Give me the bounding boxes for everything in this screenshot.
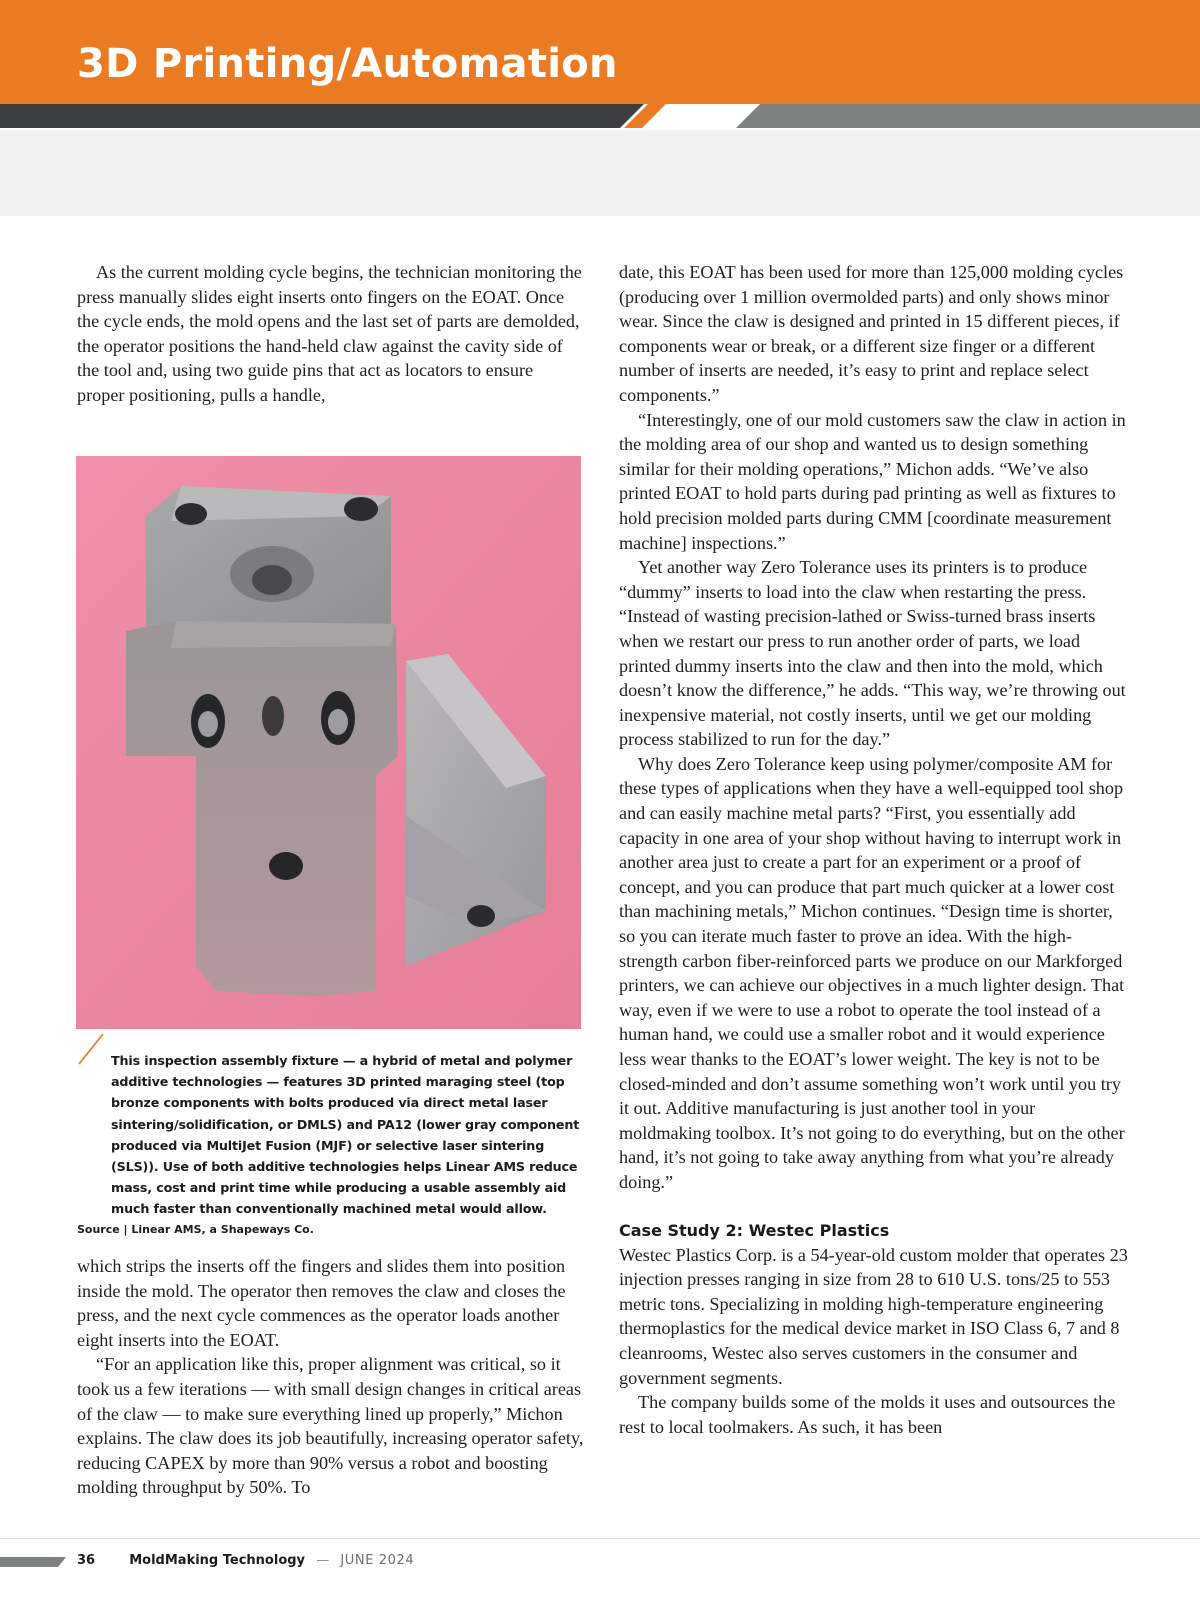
left-column-top xyxy=(77,260,585,408)
footer-rule xyxy=(0,1538,1200,1539)
paragraph: Westec Plastics Corp. is a 54-year-old custom molder that operates 23 injection presses ranging in size from 28 to 610 U.S. tons/25 to 553 metric tons. Specializing in molding high-temperature engineering thermoplastics for the medical device market in ISO Class 6, 7 and 8 cleanrooms, Westec also serves customers in the consumer and government segments. xyxy=(619,1244,1128,1388)
paragraph: Why does Zero Tolerance keep using polymer/composite AM for these types of applications when they have a well-equipped tool shop and can easily machine metal parts? “First, you essentially add capacity in one area of your shop without having to interrupt work in another area just to create a part for an experiment or a proof of concept, and you can produce that part much quicker at a lower cost than machining metals,” Michon continues. “Design time is shorter, so you can iterate much faster to prove an idea. With the high-strength carbon fiber-reinforced parts we produce on our Markforged printers, we can achieve our objectives in a much lighter design. That way, even if we were to use a robot to operate the tool instead of a human hand, we could use a smaller robot and it would experience less wear thanks to the EOAT’s lower weight. The key is not to be closed-minded and don’t assume something won’t work until you try it out. Additive manufacturing is just another tool in your moldmaking toolbox. It’s not going to do everything, but on the other hand, it’s not going to take away anything from what you’re already doing.” xyxy=(619,753,1125,1192)
issue-date: JUNE 2024 xyxy=(340,1553,415,1568)
footer-bar xyxy=(0,1557,70,1567)
lower-bolt-hole xyxy=(269,852,303,880)
case-study-heading: Case Study 2: Westec Plastics xyxy=(619,1220,890,1240)
metal-front-shoulder xyxy=(171,621,396,648)
paragraph: Yet another way Zero Tolerance uses its printers is to produce “dummy” inserts to load into the claw when restarting the press. “Instead of wasting precision-lathed or Swiss-turned brass inserts when we restart our press to run another order of parts, we load printed dummy inserts into the claw and then into the mold, which doesn’t know the difference,” he adds. “This way, we’re throwing out inexpensive material, not costly inserts, until we get our molding process stabilized to run for the day.” xyxy=(619,557,1126,750)
header-gray-stripe xyxy=(736,104,1200,128)
publication-name: MoldMaking Technology xyxy=(129,1553,306,1568)
left-column-bottom xyxy=(77,1254,585,1500)
bolt-hole-left xyxy=(175,503,207,525)
figure-caption-block xyxy=(77,1032,587,1238)
right-column xyxy=(619,260,1129,1439)
page-number: 36 xyxy=(77,1553,96,1568)
header-dark-stripe xyxy=(0,104,644,128)
figure-caption-text: This inspection assembly fixture — a hybrid of metal and polymer additive technologies — features 3D printed maraging steel (top bronze components with bolts produced via direct metal laser sintering/solidification, or DMLS) and PA12 (lower gray component produced via MultiJet Fusion (MJF) or selective laser sintering (SLS)). Use of both additive technologies helps Linear AMS reduce mass, cost and print time while producing a usable assembly aid much faster than conventionally machined metal would allow. xyxy=(111,1053,580,1217)
center-slot xyxy=(262,696,284,736)
paragraph: The company builds some of the molds it uses and outsources the rest to local toolmakers. As such, it has been xyxy=(619,1392,1116,1437)
section-title: 3D Printing/Automation xyxy=(77,41,618,87)
center-bore-inner xyxy=(252,565,292,595)
paragraph: date, this EOAT has been used for more than 125,000 molding cycles (producing over 1 million overmolded parts) and only shows minor wear. Since the claw is designed and printed in 15 different pieces, if components wear or break, or a different size finger or a different number of inserts are needed, it’s easy to print and replace select components.” xyxy=(619,262,1124,405)
footer-separator: — xyxy=(316,1553,330,1568)
socket-bolt-left-head xyxy=(198,711,218,737)
article-photo xyxy=(76,456,581,1029)
paragraph: which strips the inserts off the fingers and slides them into position inside the mold. The operator then removes the claw and closes the press, and the next cycle commences as the operator loads another eight inserts into the EOAT. xyxy=(77,1256,566,1350)
gray-bolt-hole xyxy=(467,905,495,927)
bolt-hole-right xyxy=(344,497,378,521)
header-gray-panel xyxy=(0,130,1200,216)
socket-bolt-right-head xyxy=(328,709,348,735)
paragraph: “For an application like this, proper alignment was critical, so it took us a few iterations — with small design changes in critical areas of the claw — to make sure everything lined up properly,” Michon explains. The claw does its job beautifully, increasing operator safety, reducing CAPEX by more than 90% versus a robot and boosting molding throughput by 50%. To xyxy=(77,1354,584,1498)
caption-slash-icon xyxy=(77,1032,105,1066)
paragraph: As the current molding cycle begins, the technician monitoring the press manually slides eight inserts onto fingers on the EOAT. Once the cycle ends, the mold opens and the last set of parts are demolded, the operator positions the hand-held claw against the cavity side of the tool and, using two guide pins that act as locators to ensure proper positioning, pulls a handle, xyxy=(77,262,582,405)
footer xyxy=(77,1552,414,1570)
figure-caption xyxy=(77,1050,587,1220)
figure-source: Source | Linear AMS, a Shapeways Co. xyxy=(77,1222,314,1236)
paragraph: “Interestingly, one of our mold customers saw the claw in action in the molding area of our shop and wanted us to design something similar for their molding operations,” Michon adds. “We’ve also printed EOAT to hold parts during pad printing as well as fixtures to hold precision molded parts during CMM [coordinate measurement machine] inspections.” xyxy=(619,409,1126,553)
